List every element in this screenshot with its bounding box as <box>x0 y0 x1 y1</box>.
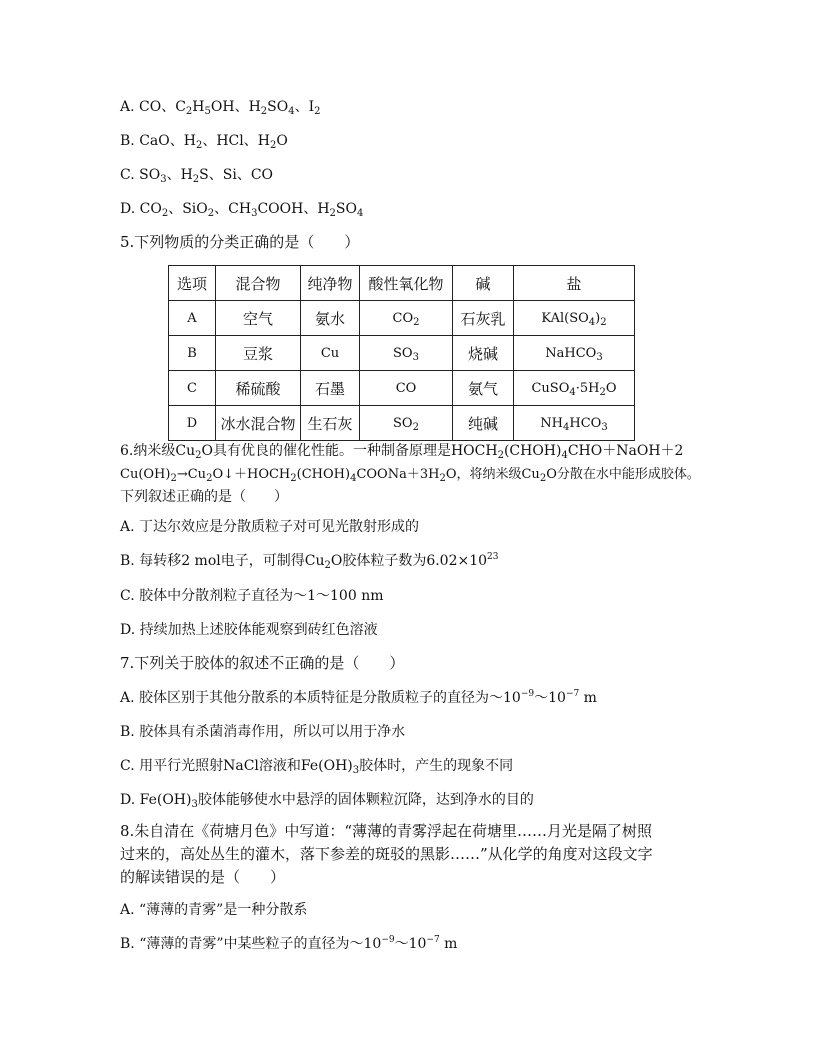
header-cell: 酸性氧化物 <box>360 266 453 301</box>
q6-option-a: A. 丁达尔效应是分散质粒子对可见光散射形成的 <box>120 519 420 535</box>
base-cell: 烧碱 <box>453 336 514 371</box>
base-cell: 石灰乳 <box>453 301 514 336</box>
q8-option-a: A. “薄薄的青雾”是一种分散系 <box>120 902 308 918</box>
q8-stem-line-3: 的解读错误的是（ ） <box>120 868 286 886</box>
mixture-cell: 豆浆 <box>216 336 301 371</box>
header-cell: 选项 <box>169 266 216 301</box>
q7-option-c: C. 用平行光照射NaCl溶液和$Fe(OH)_3$胶体时，产生的现象不同 <box>120 758 514 776</box>
q6-stem-line-3: 下列叙述正确的是（ ） <box>120 489 288 505</box>
header-cell: 混合物 <box>216 266 301 301</box>
table-row <box>169 301 635 336</box>
q8-option-b: B. “薄薄的青雾”中某些粒子的直径为$\sim 10^{-9}\sim 10^{-7}$ m <box>120 935 458 952</box>
acidic-oxide-cell: $SO_2$ <box>360 406 453 441</box>
header-cell: 盐 <box>514 266 635 301</box>
q8-stem-line-1: 8.朱自清在《荷塘月色》中写道：“薄薄的青雾浮起在荷塘里……月光是隔了树照 <box>120 822 652 840</box>
pure-substance-cell: 氨水 <box>301 301 360 336</box>
q6-stem-line-1: 6.纳米级$Cu_2O$具有优良的催化性能。一种制备原理是$HOCH_2(CHOH)_4CHO+NaOH+2$ <box>120 443 684 461</box>
base-cell: 氨气 <box>453 371 514 406</box>
salt-cell: $CuSO_4\cdot 5H_2O$ <box>514 371 635 406</box>
acidic-oxide-cell: $SO_3$ <box>360 336 453 371</box>
q7-stem: 7.下列关于胶体的叙述不正确的是（ ） <box>120 654 405 672</box>
q6-option-d: D. 持续加热上述胶体能观察到砖红色溶液 <box>120 622 378 638</box>
pure-substance-cell: Cu <box>301 336 360 371</box>
option-cell: C <box>169 371 216 406</box>
q6-option-b: B. 每转移2 mol电子，可制得$Cu_2O$胶体粒子数为$6.02\times 10^{23}$ <box>120 552 499 571</box>
q7-option-b: B. 胶体具有杀菌消毒作用，所以可以用于净水 <box>120 724 406 740</box>
q6-stem <box>120 440 700 509</box>
mixture-cell: 空气 <box>216 301 301 336</box>
salt-cell: $KAl(SO_4)_2$ <box>514 301 635 336</box>
classification-table <box>168 265 635 441</box>
mixture-cell: 冰水混合物 <box>216 406 301 441</box>
q7-option-a: A. 胶体区别于其他分散系的本质特征是分散质粒子的直径为$\sim 10^{-9}\sim 10^{-7}$ m <box>120 689 597 706</box>
mixture-cell: 稀硫酸 <box>216 371 301 406</box>
pure-substance-cell: 生石灰 <box>301 406 360 441</box>
pure-substance-cell: 石墨 <box>301 371 360 406</box>
q4-option-a: A. CO、$C_2H_5OH$、$H_2SO_4$、$I_2$ <box>120 99 321 117</box>
table-row <box>169 371 635 406</box>
q8-stem-line-2: 过来的，高处丛生的灌木，落下参差的斑驳的黑影……”从化学的角度对这段文字 <box>120 845 653 863</box>
acidic-oxide-cell: $CO_2$ <box>360 301 453 336</box>
table-row <box>169 406 635 441</box>
q8-stem <box>120 820 653 889</box>
table-header-row <box>169 266 635 301</box>
salt-cell: $NH_4HCO_3$ <box>514 406 635 441</box>
option-cell: A <box>169 301 216 336</box>
q5-stem: 5.下列物质的分类正确的是（ ） <box>120 233 360 251</box>
option-cell: D <box>169 406 216 441</box>
header-cell: 碱 <box>453 266 514 301</box>
q4-option-c: C. $SO_3$、$H_2S$、Si、CO <box>120 167 274 185</box>
q4-option-d: D. $CO_2$、SiO$_2$、$CH_3COOH$、$H_2SO_4$ <box>120 201 364 219</box>
salt-cell: NaHCO$_3$ <box>514 336 635 371</box>
q7-option-d: D. $Fe(OH)_3$胶体能够使水中悬浮的固体颗粒沉降，达到净水的目的 <box>120 792 534 810</box>
q4-option-b: B. CaO、$H_2$、HCl、$H_2O$ <box>120 133 288 151</box>
header-cell: 纯净物 <box>301 266 360 301</box>
base-cell: 纯碱 <box>453 406 514 441</box>
acidic-oxide-cell: CO <box>360 371 453 406</box>
q6-stem-line-2: $Cu(OH)_2\to Cu_2O↓+HOCH_2(CHOH)_4COONa+3H_2O$，将纳米级$Cu_2O$分散在水中能形成胶体。 <box>120 467 700 484</box>
option-cell: B <box>169 336 216 371</box>
table-row <box>169 336 635 371</box>
q6-option-c: C. 胶体中分散剂粒子直径为～1～100 nm <box>120 588 384 604</box>
